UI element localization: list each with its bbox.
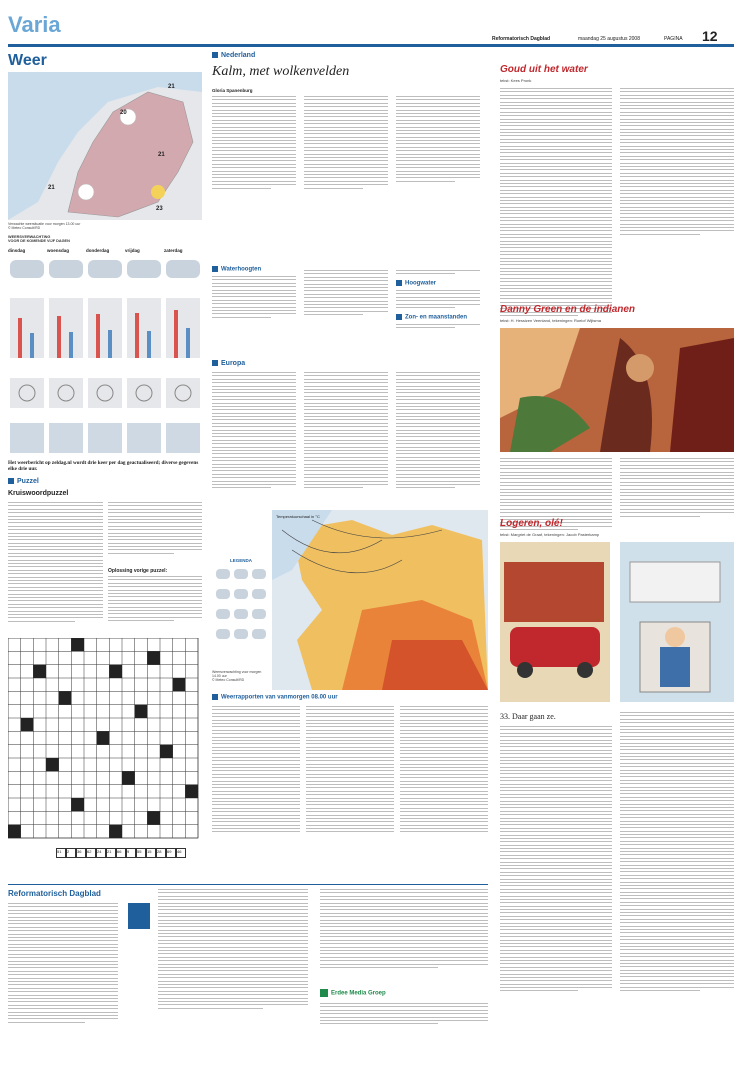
- solution-cell: 55: [136, 848, 146, 858]
- europa-col3: [396, 372, 480, 491]
- weather-title: Weer: [8, 52, 47, 69]
- waterhoogten-header: [212, 266, 261, 273]
- comic3-col2: [620, 712, 734, 993]
- nederland-header: [212, 52, 255, 59]
- puzzle-solution-label: Oplossing vorige puzzel:: [108, 568, 168, 574]
- puzzle-header: [8, 478, 39, 485]
- nederland-title: Kalm, met wolkenvelden: [212, 64, 350, 79]
- forecast-graphics: [8, 258, 202, 458]
- puzzle-solution-row: [56, 848, 186, 858]
- section-title: Varia: [8, 12, 61, 37]
- forecast-days: [8, 248, 202, 464]
- comic3-caption-start: 33. Daar gaan ze.: [500, 712, 556, 721]
- solution-cell: 36: [76, 848, 86, 858]
- weather-map: [8, 72, 202, 220]
- forecast-title: WEERSVERWACHTING VOOR DE KOMENDE VIJF DAGEN: [8, 235, 70, 243]
- solution-cell: 51: [56, 848, 66, 858]
- puzzle-clues-right: [108, 502, 202, 556]
- comic2-illustration: [500, 328, 734, 452]
- weerrapporten-header: [212, 694, 338, 701]
- weather-column: [8, 52, 202, 472]
- forecast-day-0: dinsdag: [8, 248, 26, 253]
- map-temp-5: 23: [156, 206, 163, 212]
- colophon: [8, 884, 488, 1064]
- page-number: 12: [702, 28, 718, 44]
- forecast-day-2: donderdag: [86, 248, 110, 253]
- solution-cell: 24: [96, 848, 106, 858]
- map-temp-2: 20: [120, 110, 127, 116]
- hoogwater-header: [396, 280, 436, 287]
- comic2-credit: tekst: H. Hessizen Veenland, tekeningen: Roelof Wijtsma: [500, 318, 601, 323]
- europa-col1: [212, 372, 296, 491]
- zon-text: [396, 324, 480, 331]
- europe-map-caption: Weersverwachting voor morgen 14.00 uur © Meteo Consult/RD: [212, 670, 262, 682]
- europa-section: [212, 360, 488, 690]
- europa-header-label: Europa: [221, 360, 246, 367]
- temperature-scale-label: Temperatuurschaal in °C: [276, 514, 320, 519]
- europa-col2: [304, 372, 388, 491]
- weerrapporten-header-label: Weerrapporten van vanmorgen 08.00 uur: [221, 694, 338, 701]
- colophon-col2: [158, 889, 308, 1011]
- europe-legend: [212, 558, 270, 678]
- europe-map-graphic: [272, 510, 488, 690]
- masthead-date: maandag 25 augustus 2008: [578, 36, 640, 42]
- weerrapporten-col1: [212, 706, 300, 835]
- waterhoogten-header-label: Waterhoogten: [221, 266, 262, 273]
- masthead-rule: [8, 44, 734, 47]
- comic3-illustration: [500, 542, 734, 702]
- solution-cell: 69: [166, 848, 176, 858]
- forecast-day-1: woensdag: [47, 248, 70, 253]
- weerrapporten-section: [212, 694, 488, 864]
- solution-cell: 28: [156, 848, 166, 858]
- nederland-section: [212, 52, 488, 282]
- map-temp-1: 21: [168, 84, 175, 90]
- puzzle-solution-text: [108, 576, 202, 623]
- solution-cell: 66: [116, 848, 126, 858]
- solution-cell: 9: [126, 848, 136, 858]
- masthead-page-label: PAGINA: [664, 36, 683, 42]
- hoogwater-text: [396, 290, 480, 310]
- comic1-col1: [500, 88, 612, 319]
- comic2-col2: [620, 458, 734, 519]
- europe-map: [272, 510, 488, 690]
- comic2-panel: [500, 328, 734, 452]
- map-temp-3: 21: [158, 152, 165, 158]
- weerrapporten-col2: [306, 706, 394, 835]
- puzzle-section: [8, 478, 202, 878]
- nederland-col2: [304, 96, 388, 191]
- colophon-paper: Reformatorisch Dagblad: [8, 889, 101, 898]
- nederland-col3: [396, 96, 480, 184]
- colophon-col1: [8, 903, 118, 1025]
- map-temp-4: 21: [48, 185, 55, 191]
- waterhoogten-col2: [304, 270, 388, 317]
- netherlands-map: [8, 72, 202, 220]
- legend-icons: [212, 563, 270, 673]
- comic3-col1: [500, 726, 612, 994]
- comic1-credit: tekst: Kees Pronk: [500, 78, 532, 83]
- forecast-day-4: zaterdag: [164, 248, 183, 253]
- comic3-title: Logeren, olé!: [500, 518, 563, 529]
- publisher-label: Erdee Media Groep: [331, 990, 386, 997]
- colophon-logo: [128, 903, 150, 929]
- nederland-header-label: Nederland: [221, 52, 256, 59]
- crossword-grid: [8, 638, 202, 843]
- waterhoogten-col1: [212, 276, 296, 320]
- comic2-title: Danny Green en de indianen: [500, 304, 636, 315]
- comic1-title: Goud uit het water: [500, 64, 588, 75]
- masthead: [8, 0, 734, 48]
- nederland-byline: Gloria Spanenburg: [212, 88, 253, 93]
- comics-column: [500, 52, 734, 1064]
- hoogwater-header-label: Hoogwater: [405, 280, 437, 287]
- zon-header: [396, 314, 467, 321]
- europa-header: [212, 360, 245, 367]
- puzzle-clues-left: [8, 502, 103, 624]
- comic1-col2: [620, 88, 734, 237]
- legend-title: LEGENDA: [229, 558, 252, 563]
- publisher-icon: [320, 989, 328, 997]
- comic3-credit: tekst: Margriet de Graaf, tekeningen: Jacob Pasterkamp: [500, 532, 600, 537]
- map-credit: Verwachte weersituatie voor morgen 13.00 uur © Meteo Consult/RD: [8, 222, 81, 230]
- masthead-paper: Reformatorisch Dagblad: [492, 36, 551, 42]
- solution-cell: 62: [86, 848, 96, 858]
- solution-cell: 2: [66, 848, 76, 858]
- zon-header-label: Zon- en maanstanden: [405, 314, 468, 321]
- weather-note: Het weerbericht op zeldag.nl wordt drie keer per dag geactualiseerd; diverse gegevens elke drie uur.: [8, 460, 199, 472]
- solution-cell: 21: [106, 848, 116, 858]
- weerrapporten-col3: [400, 706, 488, 835]
- comic3-panel: [500, 542, 734, 702]
- publisher-logo: [320, 989, 386, 997]
- water-section: [212, 266, 488, 356]
- puzzle-header-label: Puzzel: [17, 478, 39, 485]
- colophon-col3: [320, 889, 488, 970]
- forecast-day-3: vrijdag: [125, 248, 140, 253]
- solution-cell: 15: [146, 848, 156, 858]
- waterhoogten-col3: [396, 270, 480, 277]
- nederland-col1: [212, 96, 296, 191]
- puzzle-title: Kruiswoordpuzzel: [8, 490, 69, 497]
- colophon-col3b: [320, 1003, 488, 1027]
- solution-cell: 46: [176, 848, 186, 858]
